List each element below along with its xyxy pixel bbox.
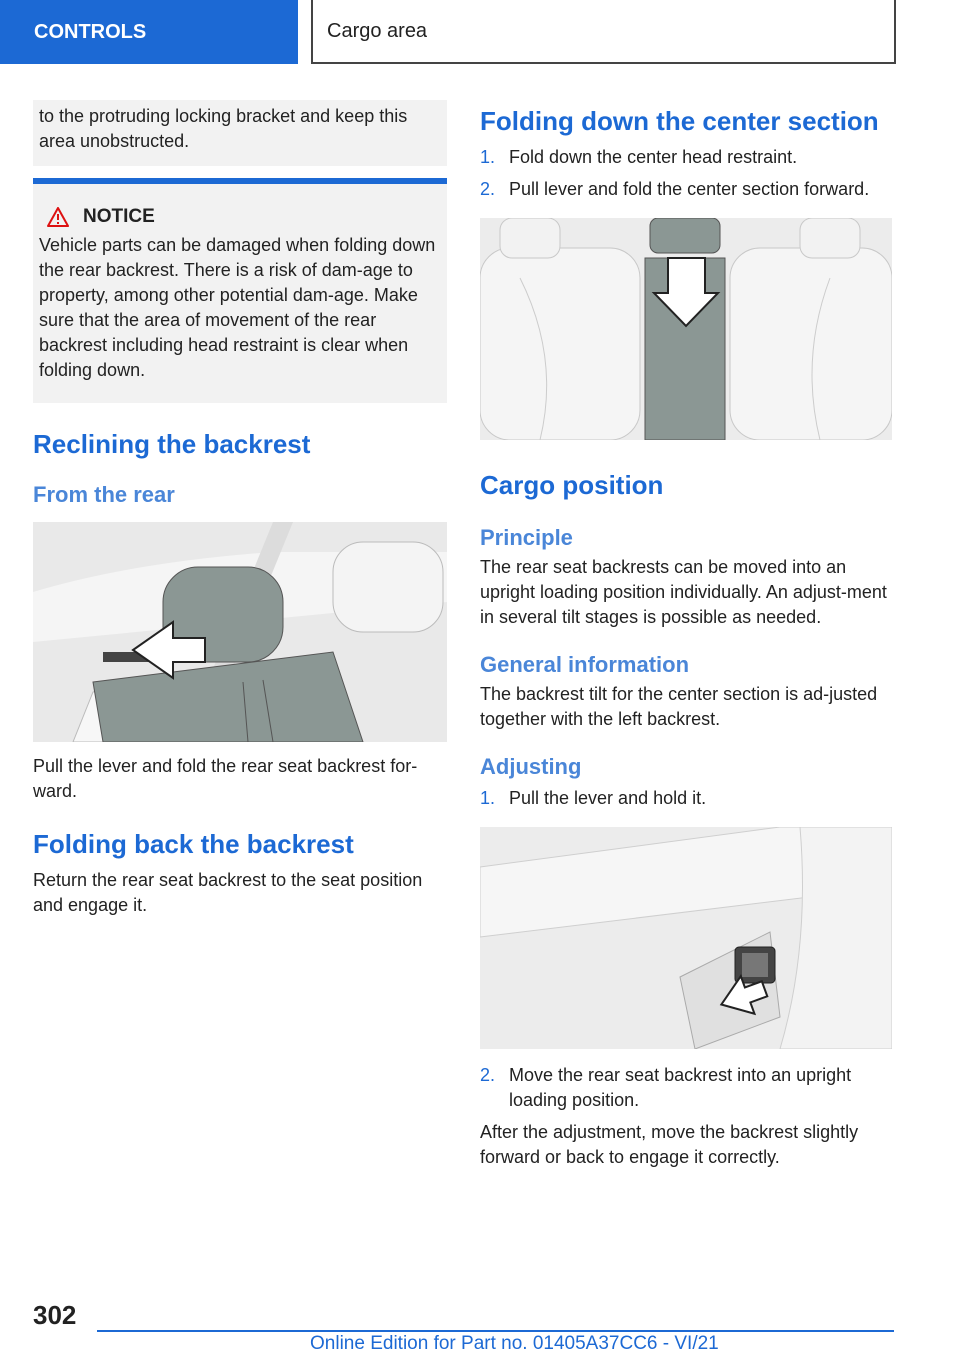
step-number: 1.: [480, 147, 496, 167]
center-section-heading: Folding down the center section: [480, 106, 879, 136]
list-item: [480, 177, 892, 202]
step-text: Fold down the center head restraint.: [509, 147, 798, 167]
list-item: [480, 145, 892, 170]
list-item: [480, 786, 892, 811]
notice-header: [39, 204, 439, 229]
footer-edition: Online Edition for Part no. 01405A37CC6 - VI/21: [310, 1333, 719, 1354]
adjusting-heading: Adjusting: [480, 754, 582, 779]
note-text: to the protruding locking bracket and keep this area unobstructed.: [39, 106, 408, 151]
after-adjustment-text: After the adjustment, move the backrest slightly forward or back to engage it correctly.: [480, 1122, 859, 1167]
general-info-heading: General information: [480, 652, 690, 677]
reclining-heading: Reclining the backrest: [33, 429, 311, 459]
step-text: Move the rear seat backrest into an upright loading position.: [509, 1065, 852, 1110]
step-number: 2.: [480, 1065, 496, 1085]
folding-back-heading: Folding back the backrest: [33, 829, 354, 859]
page-header-title: Cargo area: [311, 0, 896, 64]
step-text: Pull lever and fold the center section forward.: [509, 179, 870, 199]
seat-illustration: [33, 522, 447, 742]
folding-back-text: Return the rear seat backrest to the seat position and engage it.: [33, 870, 423, 915]
notice-text: Vehicle parts can be damaged when folding down the rear backrest. There is a risk of dam-age to property, among other potential dam-age. Make sure that the area of movement of the rear backrest including head restraint is clear when folding down.: [39, 235, 436, 380]
center-steps: [480, 145, 892, 202]
figure-adjust-lever: [480, 827, 892, 1049]
left-column: [33, 100, 447, 918]
figure-pull-lever: [33, 522, 447, 742]
notice-label: NOTICE: [83, 206, 155, 227]
notice-box: [33, 178, 447, 403]
warning-icon: [47, 207, 69, 227]
principle-heading: Principle: [480, 525, 573, 550]
general-info-text: The backrest tilt for the center section is ad-justed together with the left backrest.: [480, 684, 878, 729]
step-number: 1.: [480, 788, 496, 808]
page-number: 302: [33, 1300, 77, 1330]
right-column: [480, 100, 892, 1170]
principle-text: The rear seat backrests can be moved into an upright loading position individually. An adjust-ment in several tilt stages is possible as needed.: [480, 557, 887, 627]
lever-illustration: [480, 827, 892, 1049]
note-box: [33, 100, 447, 166]
center-seat-illustration: [480, 218, 892, 440]
step-text: Pull the lever and hold it.: [509, 788, 707, 808]
list-item: [480, 1063, 892, 1113]
section-tab[interactable]: CONTROLS: [0, 0, 298, 64]
step-number: 2.: [480, 179, 496, 199]
figure-center-section: [480, 218, 892, 440]
pull-lever-text: Pull the lever and fold the rear seat backrest for-ward.: [33, 756, 418, 801]
from-rear-heading: From the rear: [33, 482, 175, 507]
cargo-position-heading: Cargo position: [480, 470, 664, 500]
footer-divider: [97, 1330, 894, 1332]
